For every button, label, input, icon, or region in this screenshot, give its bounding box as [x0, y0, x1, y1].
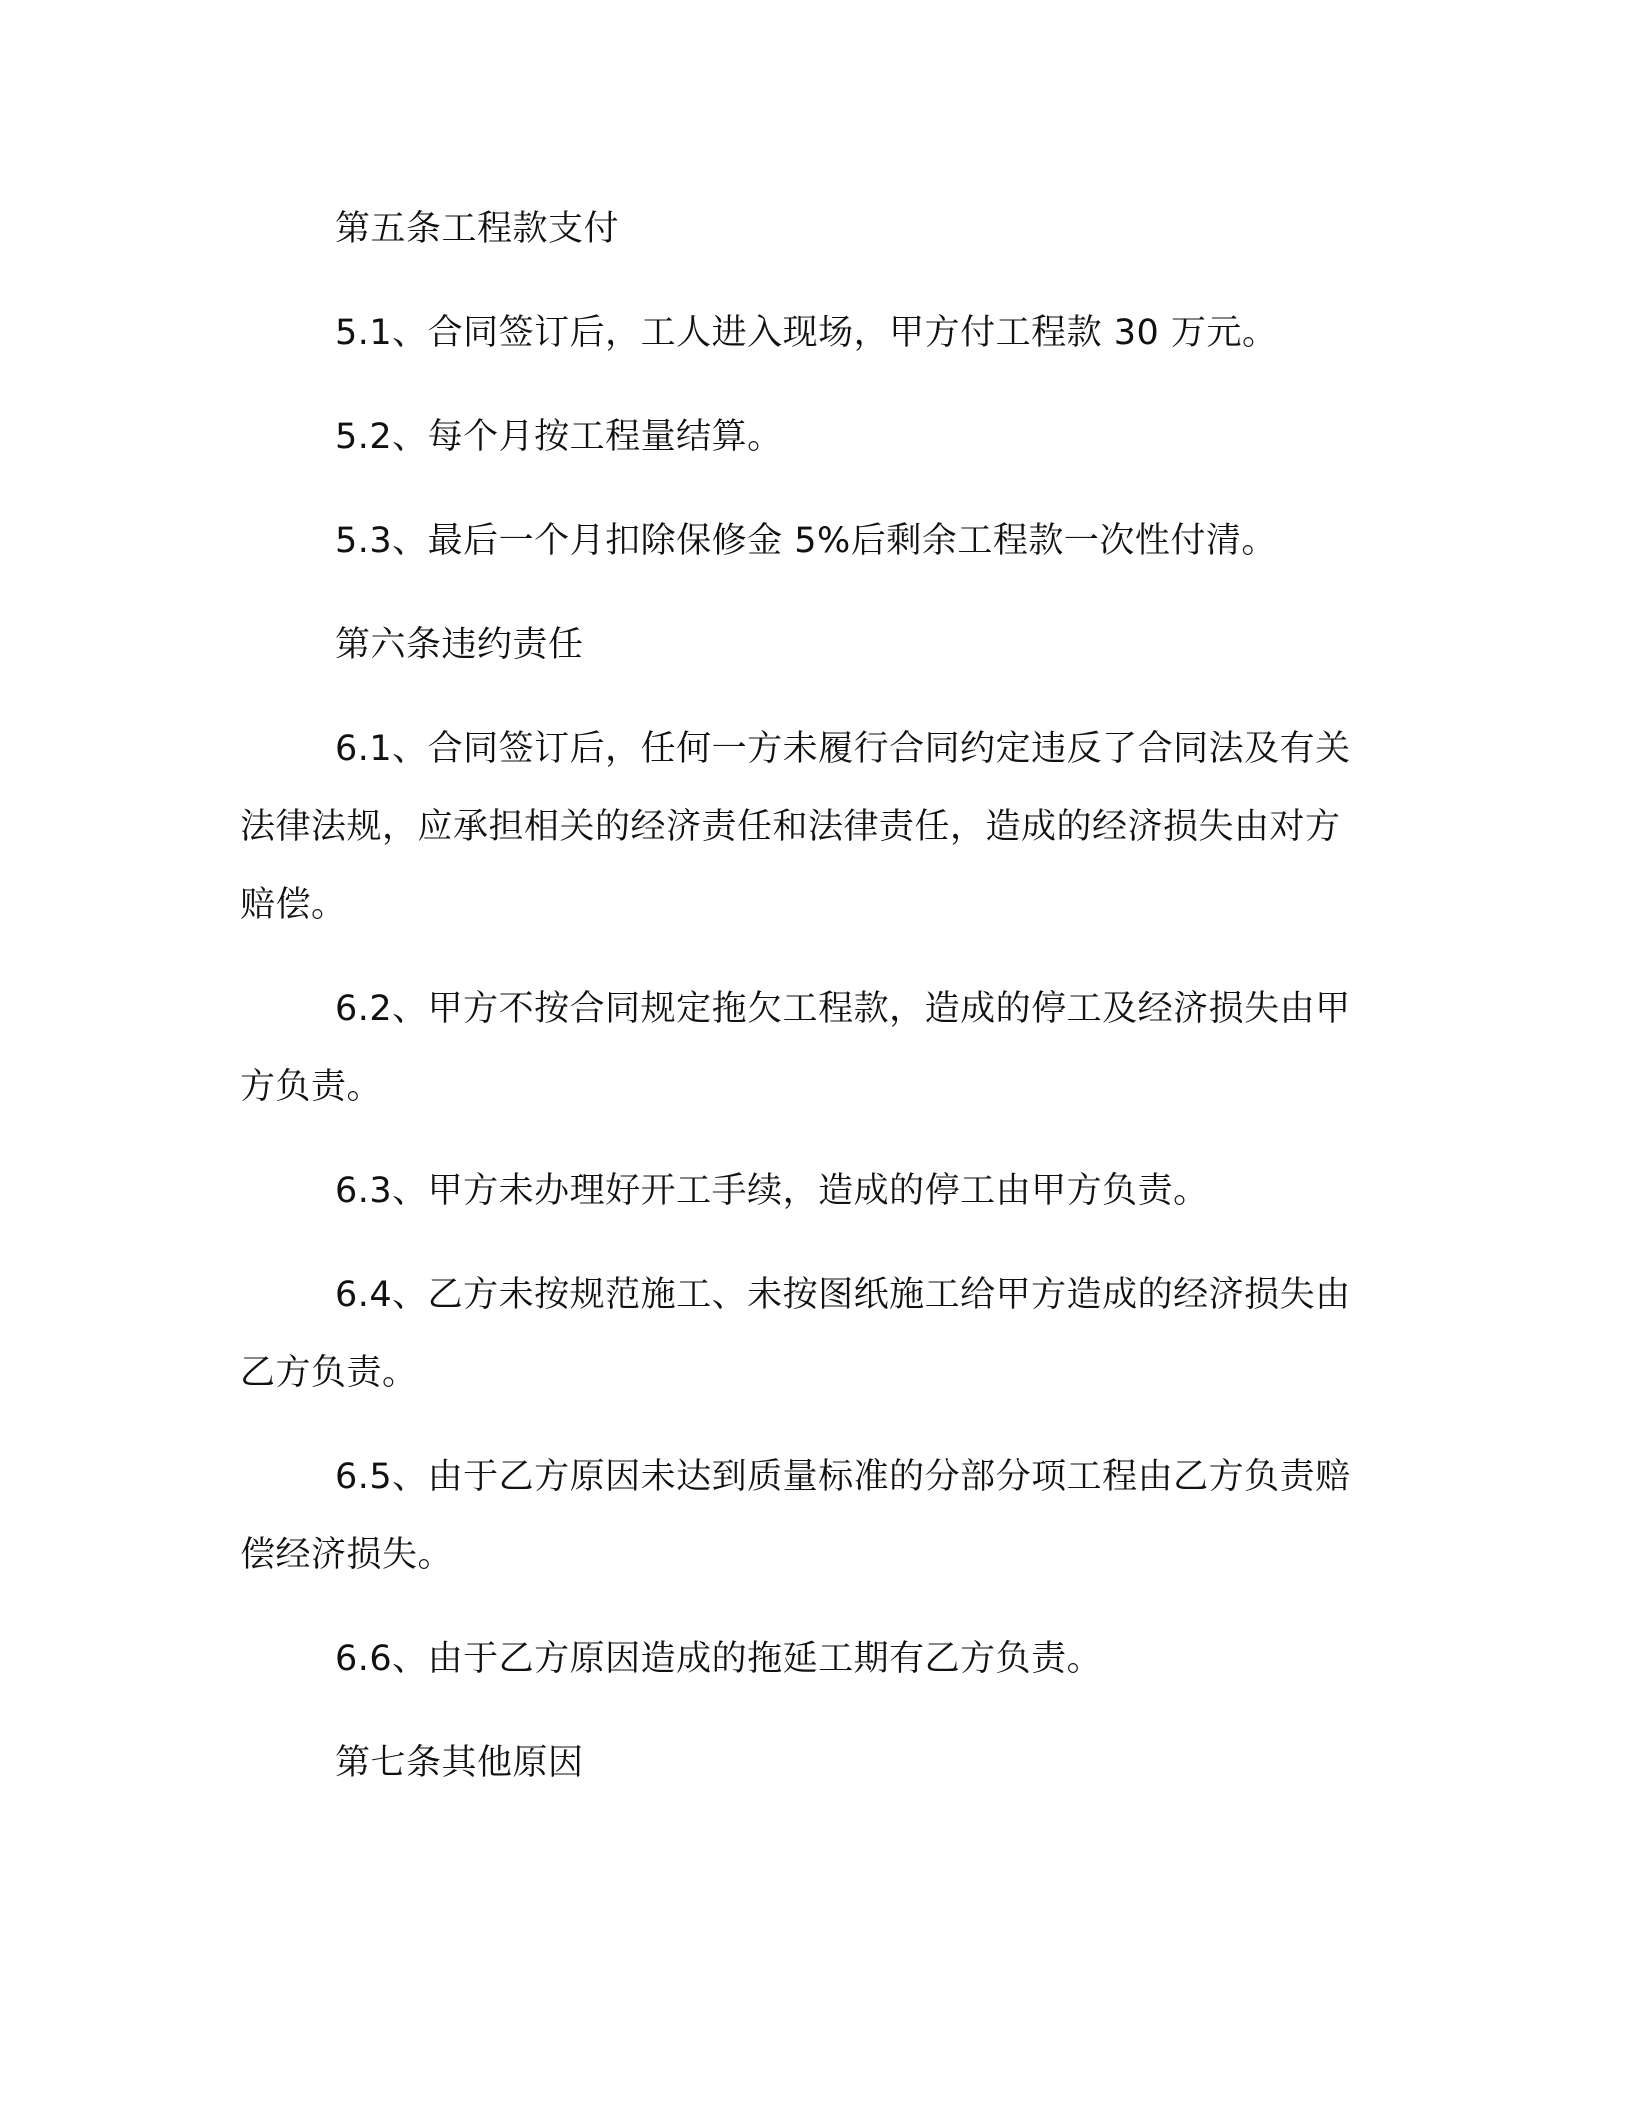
- clause-6-5: 6.5、由于乙方原因未达到质量标准的分部分项工程由乙方负责赔偿经济损失。: [240, 1457, 1351, 1575]
- section-heading-7: 第七条其他原因: [335, 1743, 584, 1783]
- clause-5-1: 5.1、合同签订后，工人进入现场，甲方付工程款 30 万元。: [335, 313, 1278, 353]
- clause-6-4: 6.4、乙方未按规范施工、未按图纸施工给甲方造成的经济损失由乙方负责。: [240, 1275, 1351, 1393]
- clause-5-2: 5.2、每个月按工程量结算。: [335, 417, 783, 457]
- clause-6-3: 6.3、甲方未办理好开工手续，造成的停工由甲方负责。: [335, 1171, 1209, 1211]
- section-heading-5: 第五条工程款支付: [335, 209, 620, 249]
- section-heading-6: 第六条违约责任: [335, 625, 584, 665]
- clause-6-6: 6.6、由于乙方原因造成的拖延工期有乙方负责。: [335, 1639, 1103, 1679]
- clause-6-1: 6.1、合同签订后，任何一方未履行合同约定违反了合同法及有关法律法规，应承担相关的经济责任和法律责任，造成的经济损失由对方赔偿。: [240, 729, 1351, 925]
- clause-6-2: 6.2、甲方不按合同规定拖欠工程款，造成的停工及经济损失由甲方负责。: [240, 989, 1351, 1107]
- clause-5-3: 5.3、最后一个月扣除保修金 5%后剩余工程款一次性付清。: [335, 521, 1277, 561]
- document-body: [240, 190, 1352, 1828]
